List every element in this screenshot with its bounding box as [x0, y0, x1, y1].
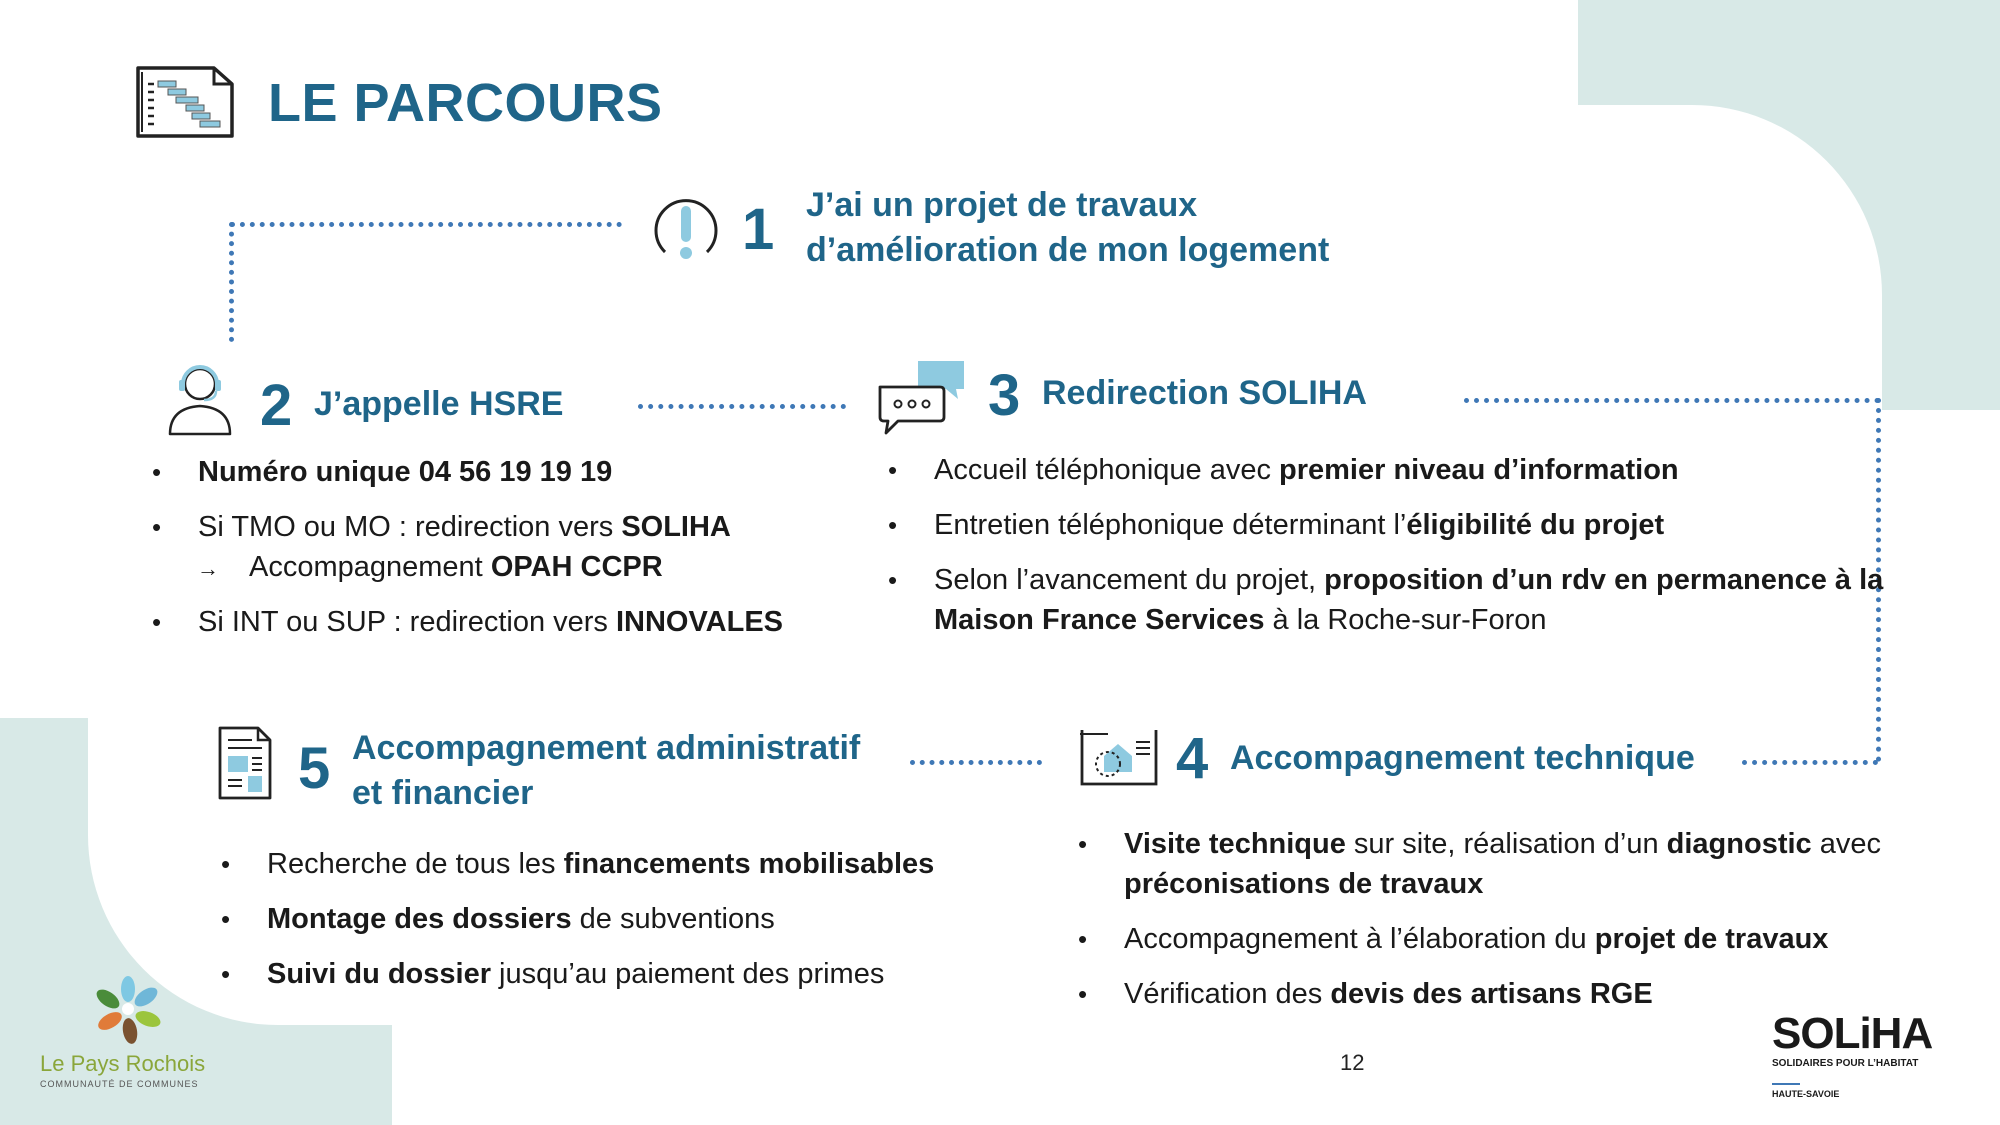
headset-person-icon [164, 360, 236, 443]
step-3-bullets [886, 450, 1886, 655]
flower-icon [88, 975, 168, 1045]
connector-2-3 [638, 404, 846, 409]
bullet-text: Si TMO ou MO : redirection vers [198, 511, 622, 543]
connector-4-end [1742, 760, 1878, 765]
bullet-bold: financements mobilisables [563, 848, 935, 880]
bullet-bold: devis des artisans RGE [1330, 978, 1653, 1010]
logo-right-divider [1772, 1083, 1800, 1085]
list-item [1076, 824, 1926, 904]
step-3-title: Redirection SOLIHA [1042, 374, 1367, 412]
bullet-text: Vérification des [1124, 978, 1331, 1010]
bullet-text: Selon l’avancement du projet, [934, 564, 1325, 596]
step-4-bullets [1076, 824, 1926, 1029]
step-5-title [352, 726, 860, 816]
list-item [1076, 919, 1926, 959]
bullet-text: Accueil téléphonique avec [934, 454, 1280, 486]
sub-bullet [223, 547, 850, 587]
house-plan-icon [1078, 726, 1160, 793]
bullet-bold: éligibilité du projet [1406, 509, 1665, 541]
step-5-number: 5 [298, 736, 331, 801]
bullet-bold: INNOVALES [615, 606, 784, 638]
logo-right-name: SOLiHA [1772, 1009, 1933, 1058]
bullet-text: jusqu’au paiement des primes [491, 958, 885, 990]
step-2-phone: Numéro unique 04 56 19 19 19 [198, 456, 613, 488]
bullet-text: Si INT ou SUP : redirection vers [198, 606, 616, 638]
connector-3-4-horizontal [1464, 398, 1880, 403]
list-item [150, 452, 850, 492]
connector-1-2-vertical [229, 222, 234, 342]
document-icon [216, 724, 274, 807]
list-item [150, 602, 850, 642]
content-panel-top [0, 0, 1578, 300]
step-1-title-line-2: d’amélioration de mon logement [806, 231, 1330, 269]
connector-4-5 [910, 760, 1042, 765]
list-item [219, 844, 1019, 884]
logo-right-subtitle: SOLIDAIRES POUR L’HABITAT [1772, 1058, 1919, 1069]
step-4-title: Accompagnement technique [1230, 739, 1695, 777]
connector-1-2-horizontal [230, 222, 622, 227]
soliha-logo [1772, 1009, 1972, 1099]
logo-left-name: Le Pays Rochois [40, 1051, 206, 1076]
bullet-bold: Suivi du dossier [267, 958, 491, 990]
step-5-title-line-1: Accompagnement administratif [352, 729, 861, 767]
bullet-text: Accompagnement [249, 551, 491, 583]
step-1-title-line-1: J’ai un projet de travaux [806, 186, 1198, 224]
step-5-bullets [219, 844, 1019, 1009]
bullet-bold: Visite technique [1124, 828, 1346, 860]
step-3-number: 3 [988, 363, 1021, 428]
step-5-title-line-2: et financier [352, 774, 534, 812]
step-2-bullets [150, 452, 850, 657]
bullet-text: à la Roche-sur-Foron [1264, 604, 1547, 636]
logo-left-subtitle: COMMUNAUTÉ DE COMMUNES [40, 1079, 199, 1089]
bullet-bold: SOLIHA [621, 511, 731, 543]
chat-bubbles-icon [876, 357, 966, 442]
bullet-bold: projet de travaux [1594, 923, 1829, 955]
pays-rochois-logo [40, 975, 220, 1089]
gantt-chart-icon [134, 62, 236, 147]
list-item [150, 507, 850, 587]
list-item [886, 450, 1886, 490]
step-2-title: J’appelle HSRE [314, 385, 564, 423]
exclamation-icon [651, 196, 721, 271]
bullet-text: Entretien téléphonique déterminant l’ [934, 509, 1407, 541]
list-item [886, 560, 1886, 640]
bullet-text: sur site, réalisation d’un [1345, 828, 1667, 860]
bullet-text: Recherche de tous les [267, 848, 564, 880]
list-item [886, 505, 1886, 545]
step-1-number: 1 [742, 197, 775, 262]
list-item [1076, 974, 1926, 1014]
list-item [219, 899, 1019, 939]
bullet-bold: premier niveau d’information [1279, 454, 1679, 486]
step-4-number: 4 [1176, 726, 1209, 791]
logo-right-region: HAUTE-SAVOIE [1772, 1089, 1840, 1099]
bullet-bold: proposition d’un rdv en permanence à la Maison France Services [934, 564, 1884, 636]
step-2-number: 2 [260, 373, 293, 438]
bullet-text: de subventions [571, 903, 775, 935]
bullet-bold: diagnostic [1666, 828, 1812, 860]
bullet-bold: préconisations de travaux [1124, 868, 1484, 900]
step-1-title [806, 183, 1329, 273]
bullet-text: Accompagnement à l’élaboration du [1124, 923, 1595, 955]
bullet-text: avec [1811, 828, 1881, 860]
bullet-bold: OPAH CCPR [490, 551, 663, 583]
bullet-bold: Montage des dossiers [267, 903, 572, 935]
page-number: 12 [1340, 1050, 1365, 1075]
list-item [219, 954, 1019, 994]
page-title: LE PARCOURS [268, 73, 663, 133]
